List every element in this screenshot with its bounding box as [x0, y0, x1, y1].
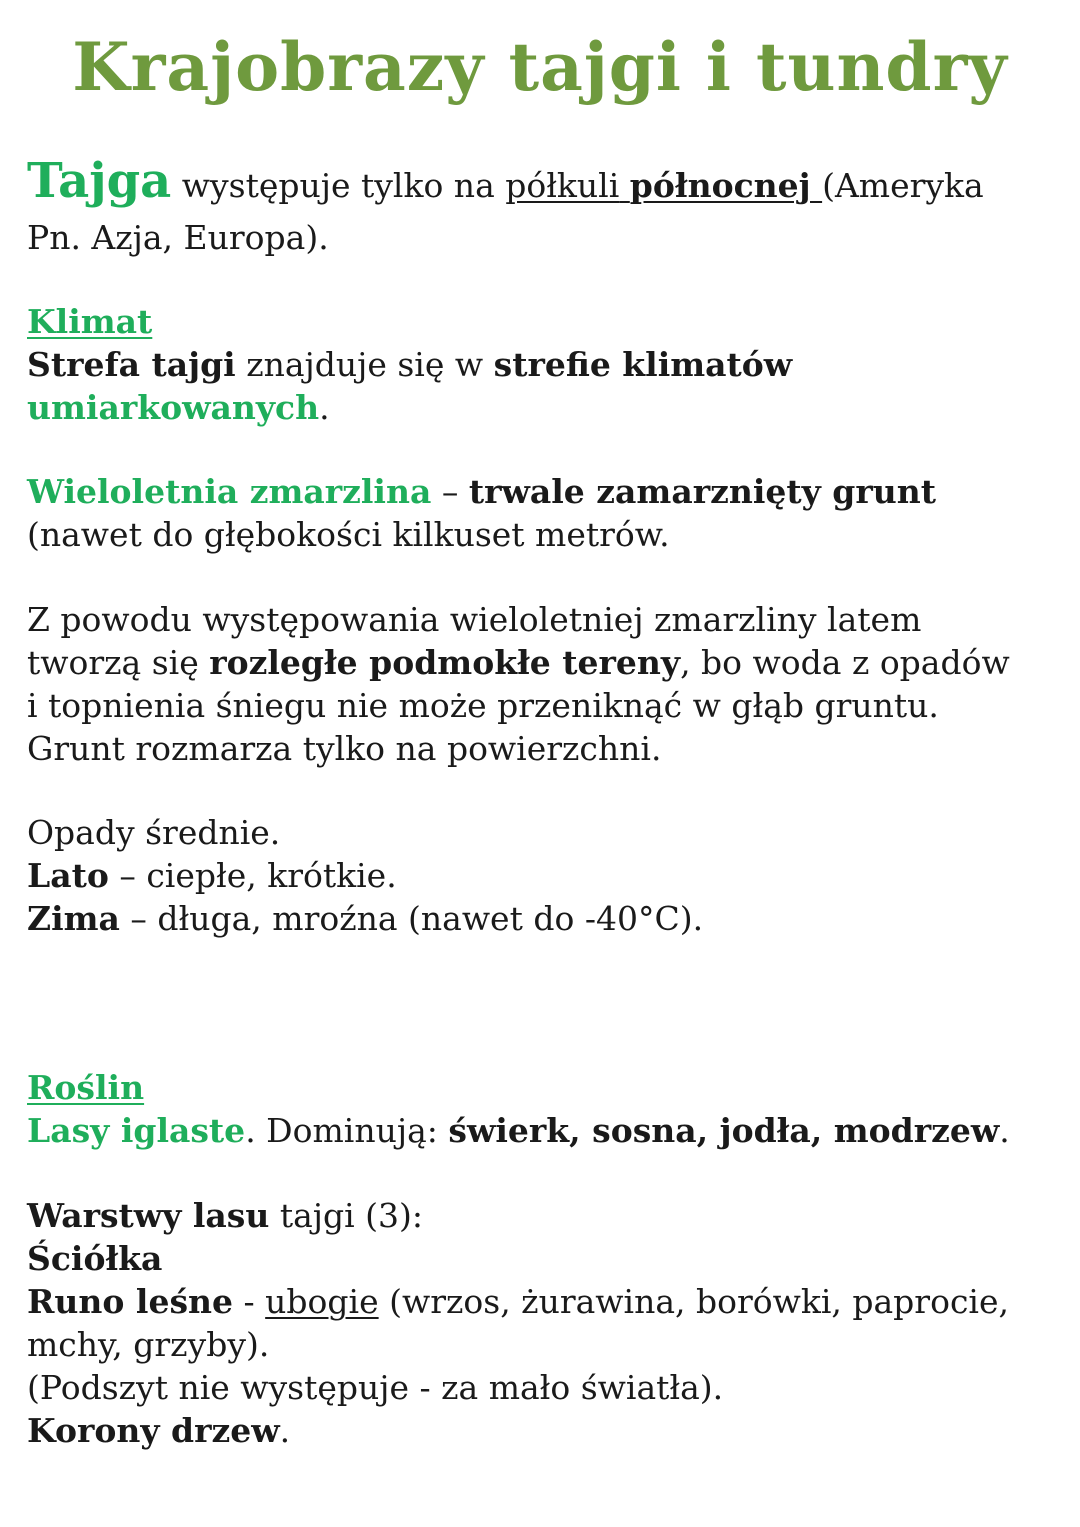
klimat-line-2: umiarkowanych. [27, 388, 330, 427]
klimat-heading: Klimat [27, 302, 153, 341]
page-title: Krajobrazy tajgi i tundry [72, 28, 1008, 106]
hemisphere-word: półkuli [505, 166, 620, 205]
korony-line: Korony drzew. [27, 1411, 291, 1450]
podmokle-line-1: Z powodu występowania wieloletniej zmarzliny latem [27, 600, 922, 639]
runo-line-2: mchy, grzyby). [27, 1325, 270, 1364]
intro-text-1: występuje tylko na [171, 166, 506, 205]
lato-line: Lato – ciepłe, krótkie. [27, 856, 397, 895]
zmarzlina-term: Wieloletnia zmarzlina [27, 472, 432, 511]
intro-line-2: Pn. Azja, Europa). [27, 218, 329, 257]
warstwy-line: Warstwy lasu tajgi (3): [27, 1196, 424, 1235]
tajga-term: Tajga [27, 153, 172, 209]
zmarzlina-line-2: (nawet do głębokości kilkuset metrów. [27, 515, 670, 554]
north-word: północnej [629, 166, 823, 205]
podmokle-line-3: i topnienia śniegu nie może przeniknąć w głąb gruntu. [27, 686, 939, 725]
podmokle-line-2: tworzą się rozległe podmokłe tereny, bo woda z opadów [27, 643, 1010, 682]
lasy-line: Lasy iglaste. Dominują: świerk, sosna, jodła, modrzew. [27, 1111, 1010, 1150]
zmarzlina-line-1: Wieloletnia zmarzlina – trwale zamarznięty grunt [27, 472, 936, 511]
podmokle-line-4: Grunt rozmarza tylko na powierzchni. [27, 729, 662, 768]
intro-text-2: (Ameryka [822, 166, 984, 205]
klimat-line-1: Strefa tajgi znajduje się w strefie klimatów [27, 345, 793, 384]
opady-line: Opady średnie. [27, 813, 281, 852]
intro-line-1 [27, 153, 984, 209]
rosliny-heading: Roślin [27, 1068, 145, 1107]
runo-line-1: Runo leśne - ubogie (wrzos, żurawina, borówki, paprocie, [27, 1282, 1010, 1321]
sciolka-line: Ściółka [27, 1239, 163, 1278]
podszyt-line: (Podszyt nie występuje - za mało światła). [27, 1368, 724, 1407]
zima-line: Zima – długa, mroźna (nawet do -40°C). [27, 899, 704, 938]
